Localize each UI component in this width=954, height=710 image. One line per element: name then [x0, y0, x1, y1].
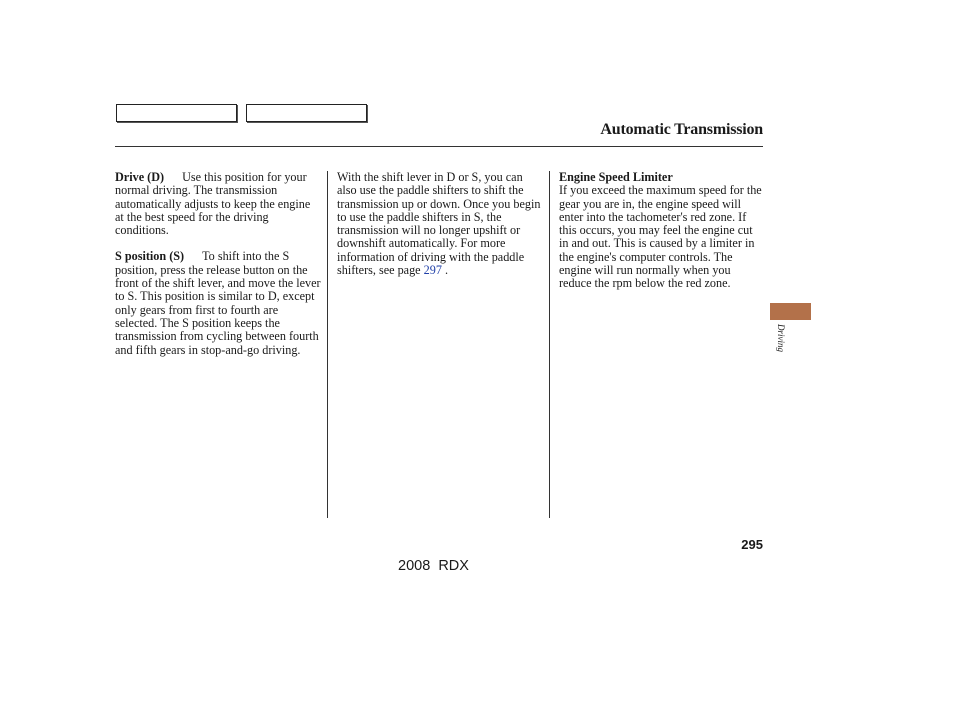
column-1 [115, 171, 321, 370]
page-number: 295 [741, 537, 763, 552]
s-position-paragraph [115, 250, 321, 356]
nav-button-previous[interactable] [116, 104, 237, 122]
page-title: Automatic Transmission [600, 121, 763, 138]
page-link-297[interactable]: 297 [423, 263, 442, 278]
engine-speed-limiter-text: If you exceed the maximum speed for the gear you are in, the engine speed will enter into the tachometer's red zone. If this occurs, you may feel the engine cut in and out. This is caused by a limiter in the engine's computer controls. The engine will run normally when you reduce the rpm below the red zone. [559, 183, 762, 291]
s-position-text: To shift into the S position, press the release button on the front of the shift lever, and move the lever to S. This position is similar to D, except only gears from first to fourth are selected. The S position keeps the transmission from cycling between fourth and fifth gears in stop-and-go driving. [115, 249, 321, 357]
drive-text: Use this position for your normal driving. The transmission automatically adjusts to keep the engine at the best speed for the driving conditions. [115, 170, 311, 238]
column-2 [337, 171, 543, 290]
s-position-heading: S position (S) [115, 249, 185, 264]
nav-button-next[interactable] [246, 104, 367, 122]
drive-heading: Drive (D) [115, 170, 165, 184]
header-rule [115, 146, 763, 147]
column-3 [559, 171, 765, 304]
column-divider [327, 171, 328, 518]
paragraph-end-punct: . [444, 263, 449, 278]
column-divider [549, 171, 550, 518]
engine-speed-limiter-heading: Engine Speed Limiter [559, 170, 673, 184]
section-tab[interactable] [770, 303, 811, 320]
section-tab-label: Driving [776, 324, 786, 352]
engine-speed-limiter-paragraph [559, 171, 765, 291]
paddle-shifter-paragraph [337, 171, 543, 277]
paddle-shifter-text: With the shift lever in D or S, you can also use the paddle shifters to shift the transmission up or down. Once you begin to use the paddle shifters in S, the transmission will no longer upshift or downshift automatically. For more information of driving with the paddle shifters, see page [337, 170, 541, 278]
model-footer: 2008 RDX [398, 558, 469, 574]
drive-paragraph [115, 171, 321, 237]
